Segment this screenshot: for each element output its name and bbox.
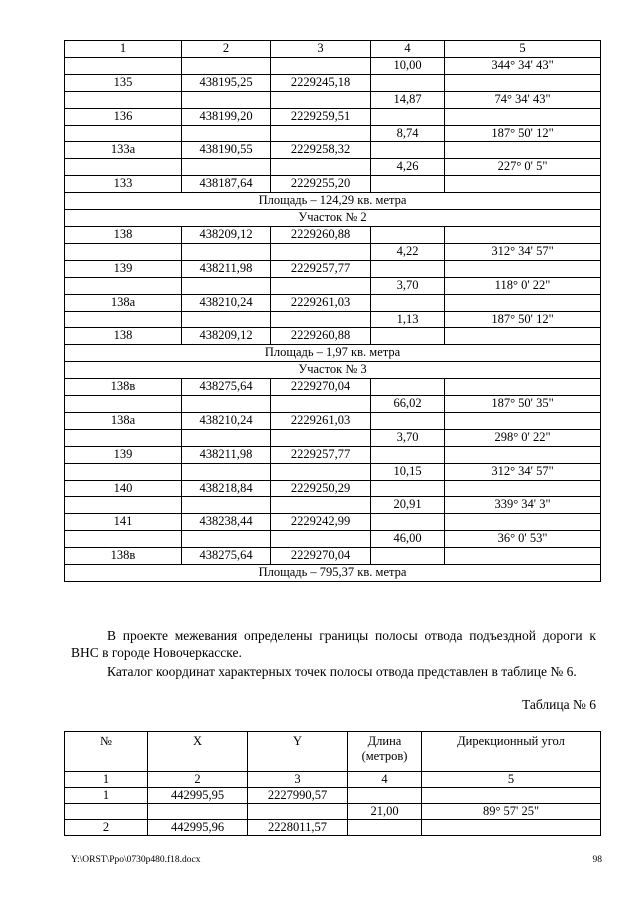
page-number: 98 [592, 855, 602, 865]
point-number-cell [65, 497, 182, 514]
length-cell: 3,70 [371, 277, 445, 294]
column-header-cell: X [148, 732, 248, 772]
point-row [65, 260, 601, 277]
length-cell [371, 260, 445, 277]
column-header-cell: Длина (метров) [348, 732, 422, 772]
length-cell [371, 514, 445, 531]
angle-cell: 89° 57' 25" [422, 804, 601, 820]
y-coordinate-cell [271, 159, 371, 176]
x-coordinate-cell: 438275,64 [182, 548, 271, 565]
point-number-cell [65, 463, 182, 480]
x-coordinate-cell: 438187,64 [182, 176, 271, 193]
x-coordinate-cell [182, 277, 271, 294]
segment-row [65, 531, 601, 548]
angle-cell [445, 514, 601, 531]
angle-cell [422, 820, 601, 836]
section-row [65, 345, 601, 362]
x-coordinate-cell [182, 57, 271, 74]
point-row [65, 176, 601, 193]
column-number-cell: 2 [148, 772, 248, 788]
section-row [65, 193, 601, 210]
length-cell: 10,15 [371, 463, 445, 480]
angle-cell: 74° 34' 43" [445, 91, 601, 108]
angle-cell [445, 226, 601, 243]
angle-cell [445, 260, 601, 277]
segment-row [65, 159, 601, 176]
segment-row [65, 243, 601, 260]
point-number-cell [65, 531, 182, 548]
angle-cell [422, 788, 601, 804]
length-cell [371, 176, 445, 193]
header-row [65, 732, 601, 772]
point-row [65, 142, 601, 159]
y-coordinate-cell: 2229250,29 [271, 480, 371, 497]
paragraph-catalog: Каталог координат характерных точек полосы отвода представлен в таблице № 6. [107, 664, 577, 679]
y-coordinate-cell [271, 243, 371, 260]
angle-cell: 187° 50' 12" [445, 311, 601, 328]
length-cell: 20,91 [371, 497, 445, 514]
point-number-cell [65, 91, 182, 108]
point-number-cell: 133а [65, 142, 182, 159]
column-number-row [65, 41, 601, 58]
y-coordinate-cell [271, 463, 371, 480]
angle-cell [445, 412, 601, 429]
point-row [65, 328, 601, 345]
point-number-cell: 141 [65, 514, 182, 531]
segment-row [65, 91, 601, 108]
x-coordinate-cell: 438211,98 [182, 260, 271, 277]
coordinates-table-continued [64, 40, 601, 582]
y-coordinate-cell: 2229255,20 [271, 176, 371, 193]
length-cell [371, 328, 445, 345]
segment-row [65, 804, 601, 820]
point-number-cell: 138 [65, 328, 182, 345]
length-cell [371, 480, 445, 497]
y-coordinate-cell: 2229260,88 [271, 226, 371, 243]
segment-row [65, 396, 601, 413]
column-number-cell: 4 [371, 41, 445, 58]
x-coordinate-cell [182, 91, 271, 108]
point-row [65, 108, 601, 125]
length-cell [371, 74, 445, 91]
segment-row [65, 277, 601, 294]
x-coordinate-cell [182, 159, 271, 176]
point-number-cell: 139 [65, 446, 182, 463]
length-cell [371, 446, 445, 463]
segment-row [65, 125, 601, 142]
segment-row [65, 311, 601, 328]
angle-cell [445, 446, 601, 463]
x-coordinate-cell: 442995,96 [148, 820, 248, 836]
table-6 [64, 731, 601, 836]
angle-cell: 227° 0' 5" [445, 159, 601, 176]
column-number-cell: 5 [445, 41, 601, 58]
length-cell: 21,00 [348, 804, 422, 820]
y-coordinate-cell: 2229260,88 [271, 328, 371, 345]
length-cell: 1,13 [371, 311, 445, 328]
length-cell [348, 820, 422, 836]
x-coordinate-cell: 438190,55 [182, 142, 271, 159]
angle-cell [445, 328, 601, 345]
segment-row [65, 57, 601, 74]
column-header-cell: № [65, 732, 148, 772]
y-coordinate-cell [248, 804, 348, 820]
angle-cell [445, 142, 601, 159]
y-coordinate-cell: 2229261,03 [271, 294, 371, 311]
point-number-cell: 135 [65, 74, 182, 91]
point-row [65, 480, 601, 497]
point-row [65, 412, 601, 429]
segment-row [65, 463, 601, 480]
length-cell: 4,26 [371, 159, 445, 176]
y-coordinate-cell [271, 277, 371, 294]
y-coordinate-cell: 2229245,18 [271, 74, 371, 91]
length-cell [371, 294, 445, 311]
angle-cell: 339° 34' 3" [445, 497, 601, 514]
y-coordinate-cell [271, 396, 371, 413]
x-coordinate-cell [182, 396, 271, 413]
point-number-cell: 136 [65, 108, 182, 125]
section-row [65, 210, 601, 227]
y-coordinate-cell: 2229270,04 [271, 548, 371, 565]
point-row [65, 446, 601, 463]
length-cell: 14,87 [371, 91, 445, 108]
angle-cell [445, 176, 601, 193]
x-coordinate-cell: 438218,84 [182, 480, 271, 497]
column-number-cell: 3 [271, 41, 371, 58]
y-coordinate-cell: 2229257,77 [271, 260, 371, 277]
x-coordinate-cell [182, 531, 271, 548]
point-number-cell [65, 804, 148, 820]
y-coordinate-cell: 2229270,04 [271, 379, 371, 396]
length-cell [371, 142, 445, 159]
point-row [65, 548, 601, 565]
point-row [65, 788, 601, 804]
y-coordinate-cell [271, 311, 371, 328]
angle-cell: 118° 0' 22" [445, 277, 601, 294]
x-coordinate-cell: 438195,25 [182, 74, 271, 91]
y-coordinate-cell: 2229261,03 [271, 412, 371, 429]
angle-cell: 298° 0' 22" [445, 429, 601, 446]
point-number-cell [65, 277, 182, 294]
section-label-cell: Площадь – 795,37 кв. метра [65, 565, 601, 582]
y-coordinate-cell [271, 497, 371, 514]
y-coordinate-cell: 2229242,99 [271, 514, 371, 531]
point-row [65, 226, 601, 243]
length-cell [371, 379, 445, 396]
table-caption: Таблица № 6 [522, 697, 596, 712]
point-row [65, 74, 601, 91]
x-coordinate-cell: 438210,24 [182, 294, 271, 311]
length-cell [371, 226, 445, 243]
x-coordinate-cell: 438238,44 [182, 514, 271, 531]
length-cell [371, 108, 445, 125]
y-coordinate-cell [271, 57, 371, 74]
x-coordinate-cell: 438209,12 [182, 328, 271, 345]
footer-file-path: Y:\ORST\Ppo\0730p480.f18.docx [71, 855, 201, 865]
angle-cell: 312° 34' 57" [445, 243, 601, 260]
angle-cell [445, 74, 601, 91]
point-number-cell: 138а [65, 294, 182, 311]
point-number-cell [65, 125, 182, 142]
section-label-cell: Участок № 3 [65, 362, 601, 379]
x-coordinate-cell: 438209,12 [182, 226, 271, 243]
x-coordinate-cell [182, 243, 271, 260]
point-number-cell: 140 [65, 480, 182, 497]
point-number-cell: 1 [65, 788, 148, 804]
point-number-cell: 138а [65, 412, 182, 429]
y-coordinate-cell: 2228011,57 [248, 820, 348, 836]
point-row [65, 514, 601, 531]
y-coordinate-cell [271, 531, 371, 548]
angle-cell: 187° 50' 12" [445, 125, 601, 142]
point-number-cell: 139 [65, 260, 182, 277]
point-number-cell: 138в [65, 379, 182, 396]
section-label-cell: Площадь – 1,97 кв. метра [65, 345, 601, 362]
column-number-cell: 5 [422, 772, 601, 788]
point-row [65, 379, 601, 396]
length-cell [348, 788, 422, 804]
length-cell: 3,70 [371, 429, 445, 446]
point-row [65, 820, 601, 836]
point-number-cell: 138в [65, 548, 182, 565]
column-number-cell: 1 [65, 41, 182, 58]
length-cell: 4,22 [371, 243, 445, 260]
y-coordinate-cell: 2229259,51 [271, 108, 371, 125]
section-row [65, 565, 601, 582]
point-number-cell [65, 311, 182, 328]
column-number-cell: 4 [348, 772, 422, 788]
column-number-cell: 3 [248, 772, 348, 788]
y-coordinate-cell [271, 125, 371, 142]
angle-cell [445, 294, 601, 311]
angle-cell: 344° 34' 43" [445, 57, 601, 74]
y-coordinate-cell: 2229258,32 [271, 142, 371, 159]
length-cell [371, 548, 445, 565]
column-number-row [65, 772, 601, 788]
point-number-cell: 133 [65, 176, 182, 193]
y-coordinate-cell: 2229257,77 [271, 446, 371, 463]
x-coordinate-cell: 438210,24 [182, 412, 271, 429]
column-number-cell: 1 [65, 772, 148, 788]
point-number-cell [65, 429, 182, 446]
length-cell: 46,00 [371, 531, 445, 548]
segment-row [65, 497, 601, 514]
column-header-cell: Y [248, 732, 348, 772]
x-coordinate-cell [182, 463, 271, 480]
angle-cell: 36° 0' 53" [445, 531, 601, 548]
paragraph-boundaries: В проекте межевания определены границы полосы отвода подъездной дороги к ВНС в городе Новочеркасске. [71, 628, 596, 660]
angle-cell [445, 548, 601, 565]
point-number-cell [65, 396, 182, 413]
column-number-cell: 2 [182, 41, 271, 58]
x-coordinate-cell: 442995,95 [148, 788, 248, 804]
length-cell: 10,00 [371, 57, 445, 74]
x-coordinate-cell [182, 429, 271, 446]
x-coordinate-cell [182, 311, 271, 328]
x-coordinate-cell: 438211,98 [182, 446, 271, 463]
x-coordinate-cell: 438275,64 [182, 379, 271, 396]
angle-cell [445, 379, 601, 396]
x-coordinate-cell [182, 125, 271, 142]
angle-cell: 187° 50' 35" [445, 396, 601, 413]
point-number-cell: 138 [65, 226, 182, 243]
point-number-cell [65, 243, 182, 260]
section-label-cell: Участок № 2 [65, 210, 601, 227]
y-coordinate-cell [271, 91, 371, 108]
section-row [65, 362, 601, 379]
x-coordinate-cell [148, 804, 248, 820]
length-cell: 66,02 [371, 396, 445, 413]
point-row [65, 294, 601, 311]
length-cell: 8,74 [371, 125, 445, 142]
x-coordinate-cell: 438199,20 [182, 108, 271, 125]
angle-cell: 312° 34' 57" [445, 463, 601, 480]
section-label-cell: Площадь – 124,29 кв. метра [65, 193, 601, 210]
segment-row [65, 429, 601, 446]
y-coordinate-cell [271, 429, 371, 446]
angle-cell [445, 108, 601, 125]
y-coordinate-cell: 2227990,57 [248, 788, 348, 804]
point-number-cell: 2 [65, 820, 148, 836]
length-cell [371, 412, 445, 429]
x-coordinate-cell [182, 497, 271, 514]
point-number-cell [65, 57, 182, 74]
column-header-cell: Дирекционный угол [422, 732, 601, 772]
angle-cell [445, 480, 601, 497]
point-number-cell [65, 159, 182, 176]
